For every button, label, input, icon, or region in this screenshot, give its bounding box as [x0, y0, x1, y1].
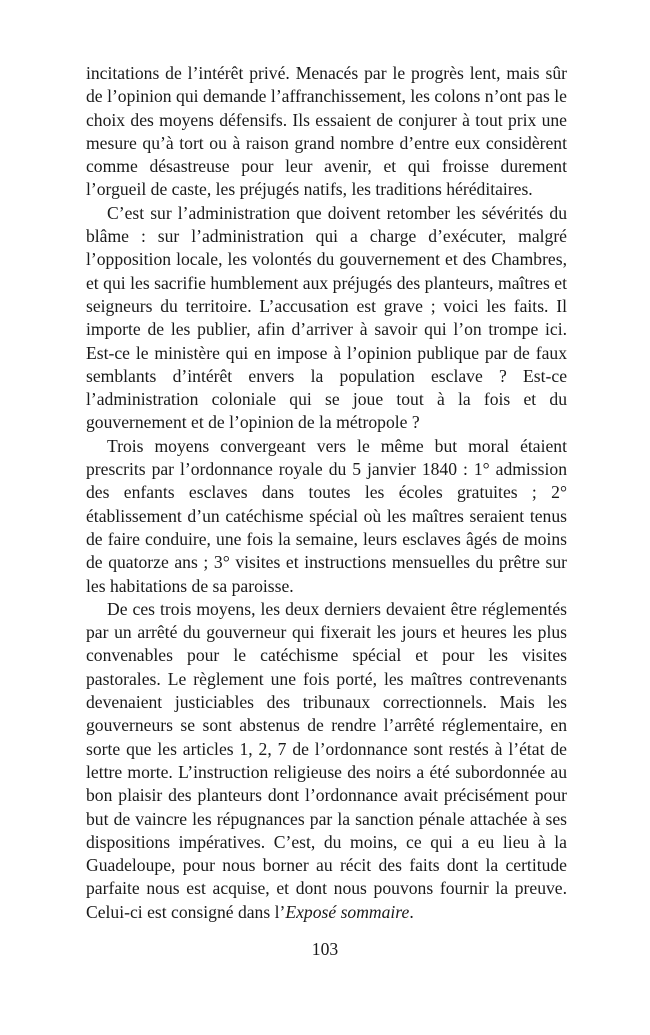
paragraph-4-text: De ces trois moyens, les deux derniers devaient être réglementés par un arrêté du gouverneur qui fixerait les jours et heures les plus convenables pour le catéchisme spécial et pour les visites pastorales. Le règlement une fois porté, les maîtres contrevenants devenaient justiciables des tribunaux correctionnels. Mais les gouverneurs se sont abstenus de rendre l’arrêté réglementaire, en sorte que les articles 1, 2, 7 de l’ordonnance sont restés à l’état de lettre morte. L’instruction religieuse des noirs a été subordonnée au bon plaisir des planteurs dont l’ordonnance avait précisément pour but de vaincre les répugnances par la sanction pénale attachée à ses dispositions impératives. C’est, du moins, ce qui a eu lieu à la Guadeloupe, pour nous borner au récit des faits dont la certitude parfaite nous est acquise, et dont nous pouvons fournir la preuve. Celui-ci est consigné dans l’: [86, 598, 567, 922]
page-body: [86, 62, 567, 924]
page-number: 103: [311, 939, 339, 959]
paragraph-1: incitations de l’intérêt privé. Menacés par le progrès lent, mais sûr de l’opinion qui demande l’affranchissement, les colons n’ont pas le choix des moyens défensifs. Ils essaient de conjurer à tout prix une mesure qu’à tort ou à raison grand nombre d’entre eux considèrent comme désastreuse pour leur avenir, et qui froisse durement l’orgueil de caste, les préjugés natifs, les traditions héréditaires.: [86, 63, 567, 200]
paragraph-2: C’est sur l’administration que doivent retomber les sévérités du blâme : sur l’administration qui a charge d’exécuter, malgré l’opposition locale, les volontés du gouvernement et des Chambres, et qui les sacrifie humblement aux préjugés des planteurs, maîtres et seigneurs du territoire. L’accusation est grave ; voici les faits. Il importe de les publier, afin d’arriver à savoir qui l’on trompe ici. Est-ce le ministère qui en impose à l’opinion publique par de faux semblants d’intérêt envers la population esclave ? Est-ce l’administration coloniale qui se joue tout à la fois et du gouvernement et de l’opinion de la métropole ?: [86, 202, 567, 433]
paragraph-3: Trois moyens convergeant vers le même but moral étaient prescrits par l’ordonnance royale du 5 janvier 1840 : 1° admission des enfants esclaves dans toutes les écoles gratuites ; 2° établissement d’un catéchisme spécial où les maîtres seraient tenus de faire conduire, une fois la semaine, leurs esclaves âgés de moins de quatorze ans ; 3° visites et instructions mensuelles du prêtre sur les habitations de sa paroisse.: [86, 435, 567, 596]
paragraph-4: [86, 598, 567, 924]
italic-title: Exposé sommaire: [285, 901, 410, 922]
paragraph-4-end: .: [409, 901, 414, 922]
